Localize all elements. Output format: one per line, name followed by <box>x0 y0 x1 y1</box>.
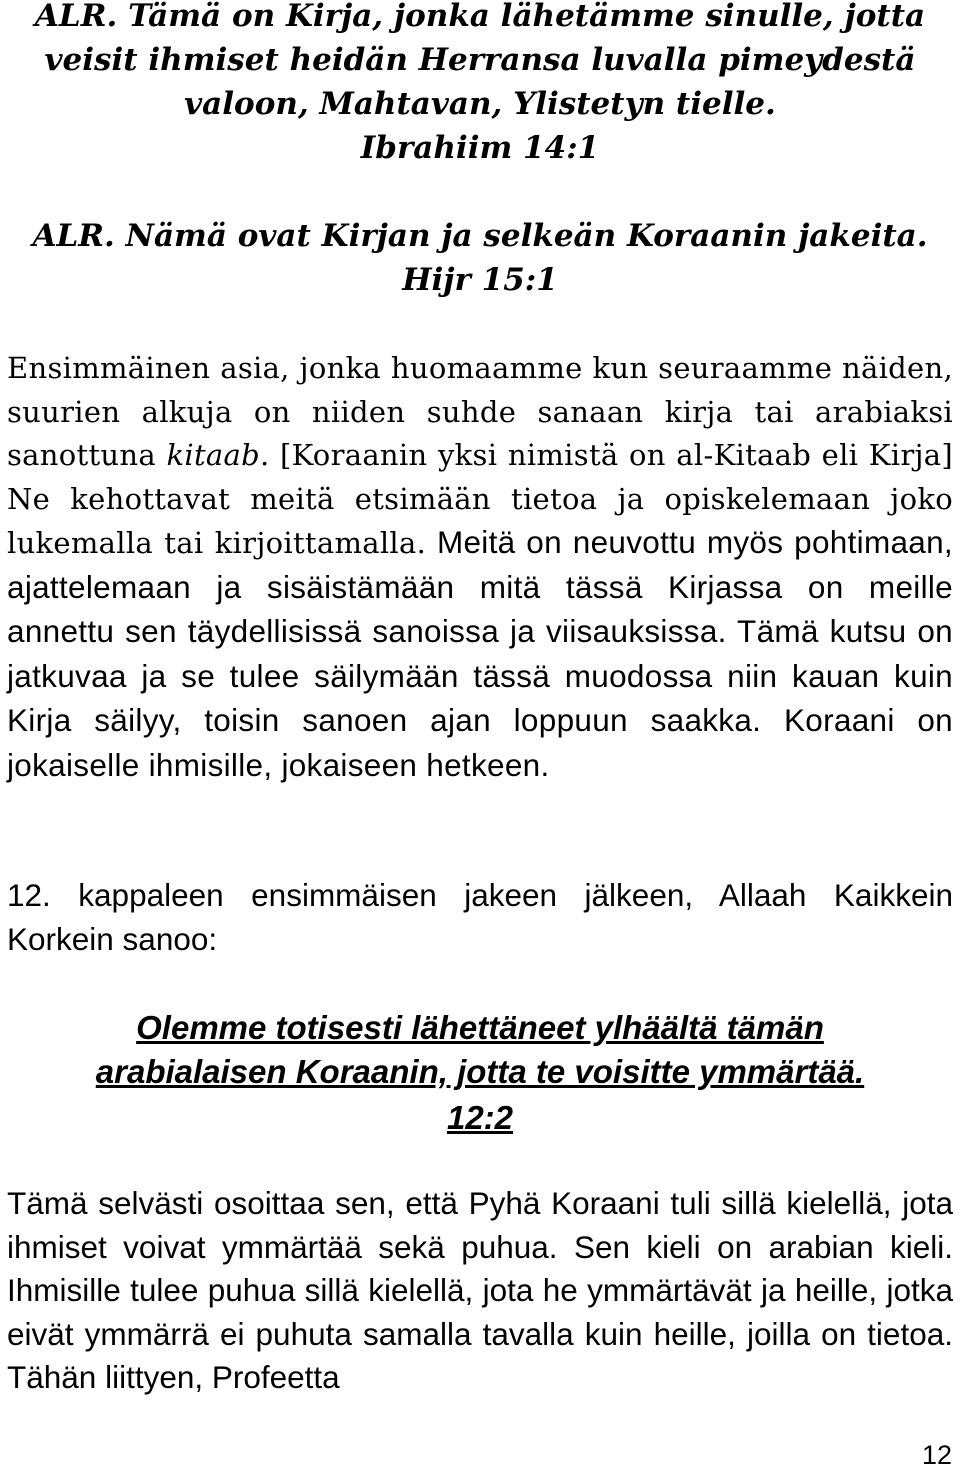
paragraph-intro-part5: Koraani on jokaiselle ihmisille, jokaiseen hetkeen. <box>7 702 953 783</box>
quote-reference: 12:2 <box>446 1099 514 1136</box>
verse-block-ibrahiim <box>0 0 960 170</box>
verse-reference-hijr: Hijr 15:1 <box>402 262 558 298</box>
quote-block <box>0 1006 960 1140</box>
paragraph-intro <box>0 347 960 788</box>
paragraph-language <box>0 1182 960 1400</box>
verse-text-hijr: ALR. Nämä ovat Kirjan ja selkeän Koraanin jakeita. <box>32 218 928 254</box>
paragraph-intro-part3: Meitä on neuvottu myös pohtimaan, ajattelemaan ja sisäistämään mitä tässä Kirjassa on meille annettu sen täydellisissä sanoissa ja viisauksissa. <box>7 524 953 649</box>
quote-line-2: arabialaisen Koraanin, jotta te voisitte ymmärtää. <box>95 1053 865 1090</box>
verse-text-ibrahiim: ALR. Tämä on Kirja, jonka lähetämme sinulle, jotta veisit ihmiset heidän Herransa luvalla pimeydestä valoon, Mahtavan, Ylistetyn tielle. <box>34 0 926 122</box>
paragraph-intro-text <box>0 347 960 788</box>
verse-reference-ibrahiim: Ibrahiim 14:1 <box>360 130 600 166</box>
paragraph-intro-part1: Ensimmäinen asia, jonka huomaamme kun seuraamme näiden, suurien alkuja on niiden suhde sanaan kirja tai arabiaksi sanottuna <box>7 351 953 472</box>
verse-block-hijr <box>0 214 960 302</box>
paragraph-intro-part4: Tämä kutsu on jatkuvaa ja se tulee säilymään tässä muodossa niin kauan kuin Kirja säilyy, toisin sanoen ajan loppuun saakka. <box>7 613 953 738</box>
paragraph-chapter12-text: 12. kappaleen ensimmäisen jakeen jälkeen, Allaah Kaikkein Korkein sanoo: <box>7 877 953 957</box>
paragraph-chapter12 <box>0 874 960 961</box>
italic-word-kitaab: kitaab <box>166 438 260 472</box>
quote-line-1: Olemme totisesti lähettäneet ylhäältä tämän <box>136 1009 824 1046</box>
page-number: 12 <box>921 1440 952 1470</box>
paragraph-language-text: Tämä selvästi osoittaa sen, että Pyhä Koraani tuli sillä kielellä, jota ihmiset voivat ymmärtää sekä puhua. Sen kieli on arabian kieli. Ihmisille tulee puhua sillä kielellä, jota he ymmärtävät ja heille, jotka eivät ymmärrä ei puhuta samalla tavalla kuin heille, joilla on tietoa. Tähän liittyen, Profeetta <box>7 1185 953 1395</box>
paragraph-intro-part2: . [Koraanin yksi nimistä on al-Kitaab eli Kirja] Ne kehottavat meitä etsimään tietoa ja opiskelemaan joko lukemalla tai kirjoittamalla. <box>7 438 953 560</box>
